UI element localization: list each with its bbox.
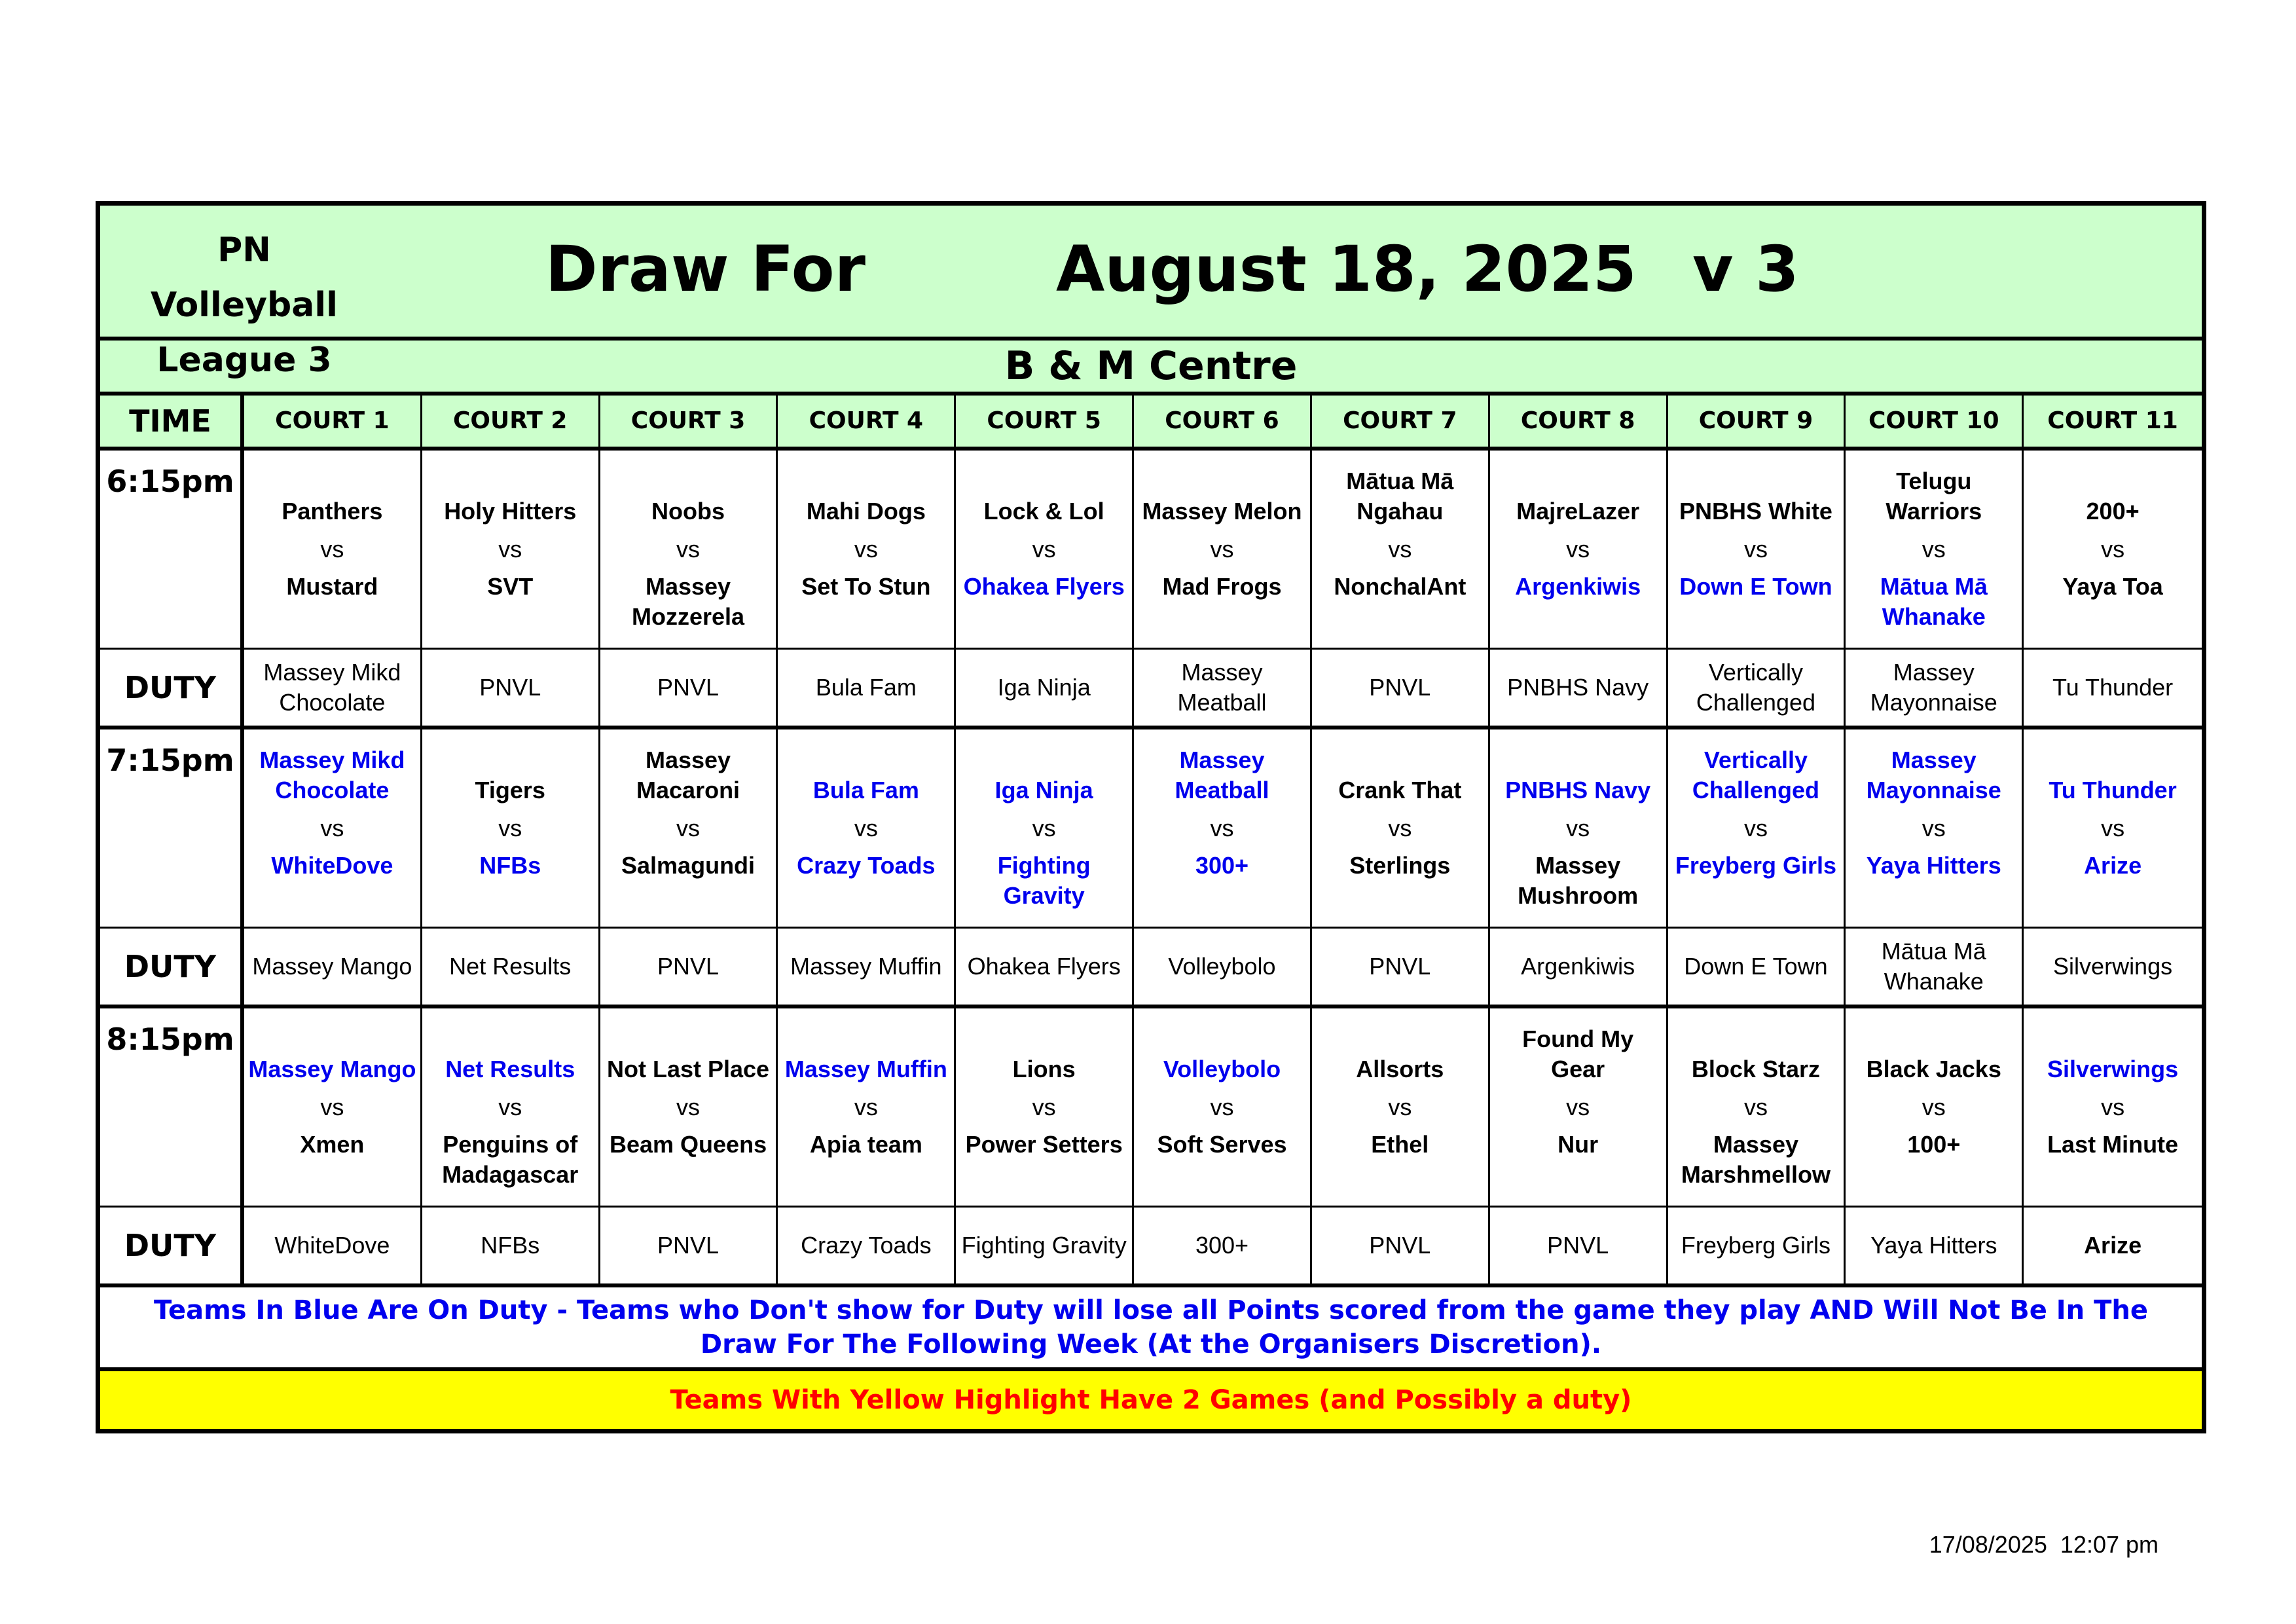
game-cell xyxy=(422,1008,600,1208)
vs-label: vs xyxy=(854,1093,878,1120)
home-team: Massey Mango xyxy=(248,1056,416,1082)
duty-label: DUTY xyxy=(100,650,244,729)
home-team: Black Jacks xyxy=(1866,1056,2001,1082)
away-team: Soft Serves xyxy=(1157,1131,1287,1158)
vs-label: vs xyxy=(1922,1093,1946,1120)
away-team: Argenkiwis xyxy=(1515,573,1641,600)
home-team: Massey Mikd Chocolate xyxy=(259,747,405,803)
game-cell xyxy=(1490,451,1668,650)
league-line-2: League 3 xyxy=(156,341,332,380)
game-cell xyxy=(1668,729,1846,929)
away-team: Massey Mozzerela xyxy=(632,573,745,630)
away-team: SVT xyxy=(487,573,534,600)
vs-label: vs xyxy=(1566,535,1590,563)
home-team: Allsorts xyxy=(1356,1056,1444,1082)
vs-label: vs xyxy=(320,814,344,841)
vs-label: vs xyxy=(1922,535,1946,563)
duty-team: PNVL xyxy=(1490,1208,1668,1287)
duty-team: Massey Mikd Chocolate xyxy=(244,650,422,729)
duty-team: WhiteDove xyxy=(244,1208,422,1287)
vs-label: vs xyxy=(1032,814,1056,841)
duty-team: NFBs xyxy=(422,1208,600,1287)
court-header-9: COURT 9 xyxy=(1668,396,1846,451)
game-cell xyxy=(1312,451,1490,650)
court-header-8: COURT 8 xyxy=(1490,396,1668,451)
game-cell xyxy=(1134,451,1312,650)
vs-label: vs xyxy=(2101,814,2125,841)
home-team: Not Last Place xyxy=(606,1056,770,1082)
duty-team: Volleybolo xyxy=(1134,929,1312,1008)
home-team: Massey Melon xyxy=(1142,498,1302,525)
home-team: Telugu Warriors xyxy=(1886,468,1982,525)
home-team: Iga Ninja xyxy=(994,777,1093,803)
duty-team: Argenkiwis xyxy=(1490,929,1668,1008)
vs-label: vs xyxy=(498,814,522,841)
vs-label: vs xyxy=(1388,1093,1412,1120)
away-team: Mustard xyxy=(286,573,378,600)
version-label: v 3 xyxy=(1692,232,1799,306)
away-team: Mad Frogs xyxy=(1162,573,1282,600)
home-team: Silverwings xyxy=(2047,1056,2179,1082)
yellow-highlight-note: Teams With Yellow Highlight Have 2 Games (and Possibly a duty) xyxy=(100,1371,2202,1429)
time-column-header: TIME xyxy=(100,396,244,451)
vs-label: vs xyxy=(1743,535,1768,563)
court-header-4: COURT 4 xyxy=(778,396,956,451)
court-header-1: COURT 1 xyxy=(244,396,422,451)
away-team: NonchalAnt xyxy=(1334,573,1467,600)
duty-team: Fighting Gravity xyxy=(956,1208,1134,1287)
away-team: Crazy Toads xyxy=(797,852,936,879)
print-timestamp: 17/08/2025 12:07 pm xyxy=(1929,1531,2159,1558)
court-header-5: COURT 5 xyxy=(956,396,1134,451)
home-team: MajreLazer xyxy=(1516,498,1640,525)
vs-label: vs xyxy=(1743,1093,1768,1120)
game-cell xyxy=(1490,729,1668,929)
court-header-6: COURT 6 xyxy=(1134,396,1312,451)
game-cell xyxy=(778,729,956,929)
home-team: Massey Mayonnaise xyxy=(1866,747,2001,803)
game-cell xyxy=(422,729,600,929)
away-team: Apia team xyxy=(809,1131,922,1158)
away-team: Arize xyxy=(2084,852,2142,879)
home-team: Net Results xyxy=(445,1056,575,1082)
home-team: Found My Gear xyxy=(1522,1025,1634,1082)
duty-note: Teams In Blue Are On Duty - Teams who Don't show for Duty will lose all Points scored from the game they play AND Will Not Be In The Draw For The Following Week (At the Organisers Discretion). xyxy=(100,1287,2202,1371)
vs-label: vs xyxy=(1388,814,1412,841)
vs-label: vs xyxy=(1388,535,1412,563)
game-cell xyxy=(956,729,1134,929)
court-header-11: COURT 11 xyxy=(2024,396,2202,451)
duty-team: Tu Thunder xyxy=(2024,650,2202,729)
vs-label: vs xyxy=(676,1093,701,1120)
away-team: Down E Town xyxy=(1679,573,1832,600)
game-cell xyxy=(1312,1008,1490,1208)
away-team: Massey Marshmellow xyxy=(1681,1131,1831,1188)
away-team: 100+ xyxy=(1907,1131,1961,1158)
vs-label: vs xyxy=(1210,1093,1234,1120)
away-team: Penguins of Madagascar xyxy=(442,1131,579,1188)
court-header-10: COURT 10 xyxy=(1846,396,2024,451)
game-cell xyxy=(778,451,956,650)
vs-label: vs xyxy=(1743,814,1768,841)
away-team: Ethel xyxy=(1371,1131,1429,1158)
duty-team: Iga Ninja xyxy=(956,650,1134,729)
home-team: PNBHS Navy xyxy=(1505,777,1651,803)
game-cell xyxy=(1134,1008,1312,1208)
vs-label: vs xyxy=(854,814,878,841)
duty-team: PNBHS Navy xyxy=(1490,650,1668,729)
game-cell xyxy=(244,451,422,650)
duty-team: PNVL xyxy=(422,650,600,729)
time-slot-2: 7:15pm xyxy=(100,729,244,929)
court-header-7: COURT 7 xyxy=(1312,396,1490,451)
away-team: Set To Stun xyxy=(801,573,931,600)
vs-label: vs xyxy=(676,814,701,841)
duty-team: Massey Meatball xyxy=(1134,650,1312,729)
game-cell xyxy=(956,451,1134,650)
home-team: Bula Fam xyxy=(812,777,919,803)
vs-label: vs xyxy=(498,1093,522,1120)
away-team: Yaya Toa xyxy=(2062,573,2163,600)
game-cell xyxy=(244,729,422,929)
vs-label: vs xyxy=(2101,1093,2125,1120)
venue-title: B & M Centre xyxy=(100,341,2202,396)
draw-sheet xyxy=(96,201,2206,1433)
vs-label: vs xyxy=(320,1093,344,1120)
away-team: Yaya Hitters xyxy=(1866,852,2001,879)
duty-label: DUTY xyxy=(100,929,244,1008)
away-team: Last Minute xyxy=(2047,1131,2179,1158)
home-team: Block Starz xyxy=(1691,1056,1820,1082)
home-team: Massey Macaroni xyxy=(636,747,740,803)
game-cell xyxy=(2024,451,2202,650)
game-cell xyxy=(600,1008,778,1208)
duty-team: Ohakea Flyers xyxy=(956,929,1134,1008)
duty-team: Down E Town xyxy=(1668,929,1846,1008)
duty-team: Massey Muffin xyxy=(778,929,956,1008)
away-team: Freyberg Girls xyxy=(1675,852,1836,879)
duty-team: Bula Fam xyxy=(778,650,956,729)
home-team: Noobs xyxy=(651,498,725,525)
away-team: Fighting Gravity xyxy=(997,852,1091,909)
vs-label: vs xyxy=(498,535,522,563)
away-team: Salmagundi xyxy=(621,852,756,879)
game-cell xyxy=(956,1008,1134,1208)
game-cell xyxy=(244,1008,422,1208)
home-team: Lions xyxy=(1012,1056,1076,1082)
game-cell xyxy=(1846,451,2024,650)
vs-label: vs xyxy=(1210,535,1234,563)
duty-team: PNVL xyxy=(1312,650,1490,729)
time-slot-3: 8:15pm xyxy=(100,1008,244,1208)
game-cell xyxy=(1490,1008,1668,1208)
away-team: Power Setters xyxy=(965,1131,1123,1158)
duty-team: Arize xyxy=(2024,1208,2202,1287)
vs-label: vs xyxy=(854,535,878,563)
away-team: WhiteDove xyxy=(271,852,393,879)
draw-grid xyxy=(100,396,2202,1287)
league-title xyxy=(126,223,362,388)
away-team: Massey Mushroom xyxy=(1518,852,1639,909)
duty-team: Massey Mayonnaise xyxy=(1846,650,2024,729)
home-team: Panthers xyxy=(282,498,383,525)
duty-team: Vertically Challenged xyxy=(1668,650,1846,729)
vs-label: vs xyxy=(320,535,344,563)
home-team: Vertically Challenged xyxy=(1692,747,1819,803)
vs-label: vs xyxy=(2101,535,2125,563)
duty-team: Freyberg Girls xyxy=(1668,1208,1846,1287)
game-cell xyxy=(2024,729,2202,929)
court-header-3: COURT 3 xyxy=(600,396,778,451)
away-team: Mātua Mā Whanake xyxy=(1880,573,1988,630)
away-team: Sterlings xyxy=(1349,852,1451,879)
game-cell xyxy=(1846,729,2024,929)
home-team: Holy Hitters xyxy=(444,498,577,525)
vs-label: vs xyxy=(1566,814,1590,841)
game-cell xyxy=(1846,1008,2024,1208)
home-team: Tu Thunder xyxy=(2049,777,2177,803)
duty-team: Yaya Hitters xyxy=(1846,1208,2024,1287)
home-team: Tigers xyxy=(475,777,545,803)
away-team: Ohakea Flyers xyxy=(963,573,1125,600)
duty-team: Silverwings xyxy=(2024,929,2202,1008)
game-cell xyxy=(600,729,778,929)
duty-team: Massey Mango xyxy=(244,929,422,1008)
duty-team: PNVL xyxy=(600,1208,778,1287)
vs-label: vs xyxy=(1032,535,1056,563)
duty-team: PNVL xyxy=(600,650,778,729)
vs-label: vs xyxy=(1210,814,1234,841)
home-team: PNBHS White xyxy=(1679,498,1832,525)
duty-team: PNVL xyxy=(600,929,778,1008)
duty-team: PNVL xyxy=(1312,1208,1490,1287)
game-cell xyxy=(1668,451,1846,650)
duty-label: DUTY xyxy=(100,1208,244,1287)
away-team: Nur xyxy=(1558,1131,1599,1158)
game-cell xyxy=(422,451,600,650)
away-team: Beam Queens xyxy=(609,1131,767,1158)
home-team: Volleybolo xyxy=(1163,1056,1281,1082)
league-line-1: PN Volleyball xyxy=(151,231,338,325)
home-team: Massey Muffin xyxy=(784,1056,947,1082)
duty-team: 300+ xyxy=(1134,1208,1312,1287)
game-cell xyxy=(778,1008,956,1208)
game-cell xyxy=(1312,729,1490,929)
vs-label: vs xyxy=(1032,1093,1056,1120)
vs-label: vs xyxy=(1922,814,1946,841)
duty-team: PNVL xyxy=(1312,929,1490,1008)
home-team: Lock & Lol xyxy=(983,498,1104,525)
game-cell xyxy=(1134,729,1312,929)
time-slot-1: 6:15pm xyxy=(100,451,244,650)
home-team: Mahi Dogs xyxy=(806,498,926,525)
away-team: Xmen xyxy=(300,1131,365,1158)
away-team: NFBs xyxy=(479,852,541,879)
draw-date: August 18, 2025 xyxy=(1056,232,1637,306)
away-team: 300+ xyxy=(1195,852,1249,879)
court-header-2: COURT 2 xyxy=(422,396,600,451)
game-cell xyxy=(1668,1008,1846,1208)
home-team: Crank That xyxy=(1338,777,1462,803)
home-team: 200+ xyxy=(2086,498,2140,525)
game-cell xyxy=(600,451,778,650)
draw-for-label: Draw For xyxy=(545,232,866,306)
home-team: Massey Meatball xyxy=(1175,747,1269,803)
vs-label: vs xyxy=(676,535,701,563)
duty-team: Net Results xyxy=(422,929,600,1008)
duty-team: Mātua Mā Whanake xyxy=(1846,929,2024,1008)
duty-team: Crazy Toads xyxy=(778,1208,956,1287)
game-cell xyxy=(2024,1008,2202,1208)
home-team: Mātua Mā Ngahau xyxy=(1346,468,1454,525)
vs-label: vs xyxy=(1566,1093,1590,1120)
